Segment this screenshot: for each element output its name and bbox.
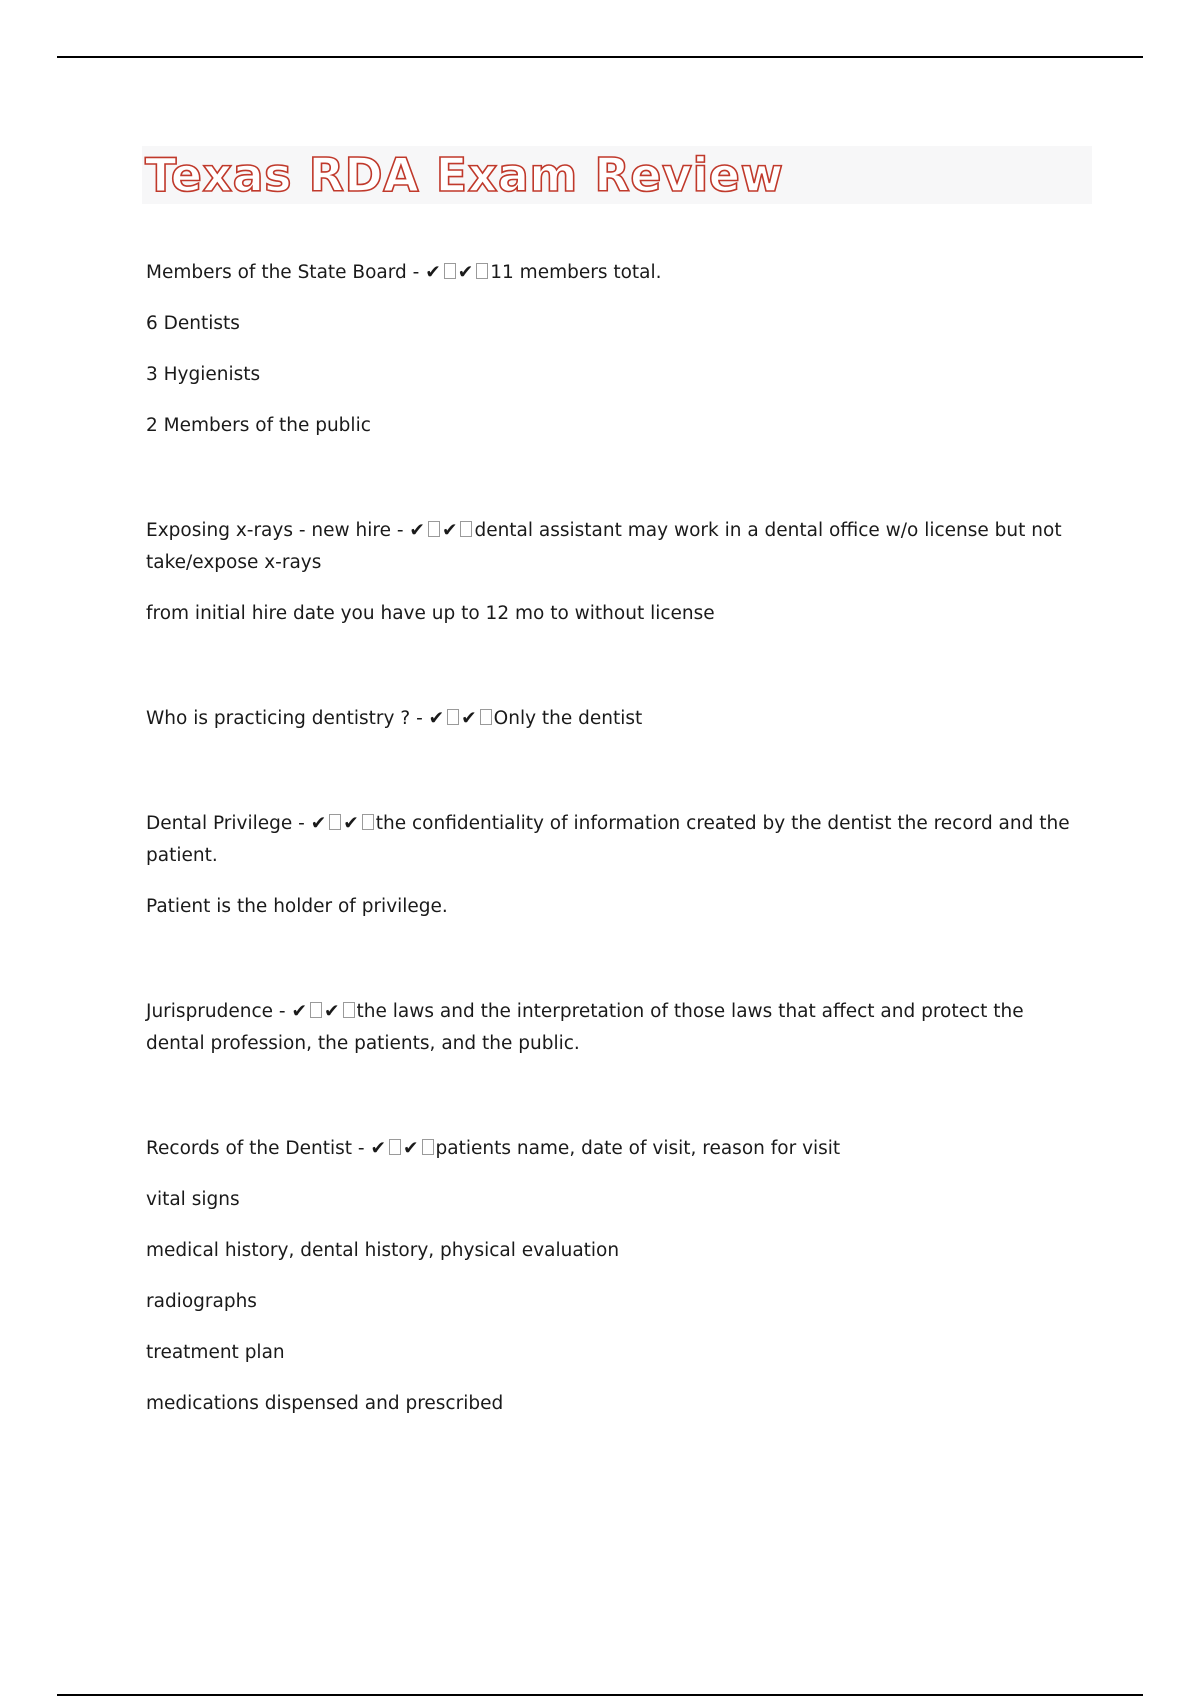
entry-gap: [146, 942, 1086, 996]
entry-term: Dental Privilege: [146, 813, 293, 834]
box-icon: [460, 521, 472, 537]
box-icon: [362, 814, 374, 830]
term-separator: -: [390, 520, 410, 541]
check-icon: ✔: [324, 1001, 340, 1022]
check-icon: ✔: [441, 520, 458, 541]
document-title: Texas RDA Exam Review: [145, 148, 784, 202]
entry-line: [146, 996, 1086, 1060]
entry-definition: the laws and the interpretation of those laws that affect and protect the dental profession, the patients, and the public.: [146, 1001, 1024, 1054]
entry-definition: 11 members total.: [490, 262, 662, 283]
entry-term: Exposing x-rays - new hire: [146, 520, 391, 541]
bottom-rule: [57, 1694, 1143, 1696]
entry-dental-privilege: [146, 808, 1086, 923]
detail-line: Patient is the holder of privilege.: [146, 896, 448, 917]
box-icon: [310, 1002, 322, 1018]
entry-term: Jurisprudence: [146, 1001, 274, 1022]
box-icon: [422, 1139, 434, 1155]
detail-line: 6 Dentists: [146, 313, 240, 334]
entry-definition: dental assistant may work in a dental office w/o license but not take/expose x-rays: [146, 520, 1062, 573]
term-separator: -: [273, 1001, 292, 1022]
entry-gap: [146, 754, 1086, 808]
box-icon: [480, 709, 492, 725]
box-icon: [428, 521, 440, 537]
term-separator: -: [292, 813, 311, 834]
check-icon: ✔: [461, 708, 477, 729]
box-icon: [329, 814, 341, 830]
document-body: [146, 257, 1086, 1439]
detail-line: medications dispensed and prescribed: [146, 1393, 504, 1414]
detail-line: radiographs: [146, 1291, 257, 1312]
entry-definition: Only the dentist: [493, 708, 643, 729]
entry-definition: patients name, date of visit, reason for visit: [435, 1138, 841, 1159]
entry-records-of-dentist: [146, 1133, 1086, 1420]
check-icon: ✔: [310, 813, 327, 834]
entry-gap: [146, 461, 1086, 515]
term-separator: -: [406, 262, 426, 283]
check-icon: ✔: [370, 1138, 386, 1159]
detail-line: medical history, dental history, physical evaluation: [146, 1240, 620, 1261]
entry-state-board: [146, 257, 1086, 442]
check-icon: ✔: [425, 262, 441, 283]
entry-jurisprudence: [146, 996, 1086, 1060]
entry-term: Members of the State Board: [146, 262, 407, 283]
entry-gap: [146, 1079, 1086, 1133]
top-rule: [57, 56, 1143, 58]
check-icon: ✔: [457, 262, 474, 283]
box-icon: [476, 263, 488, 279]
entry-practicing-dentistry: [146, 703, 1086, 735]
check-icon: ✔: [409, 520, 425, 541]
term-separator: -: [410, 708, 429, 729]
check-icon: ✔: [291, 1001, 307, 1022]
entry-line: [146, 703, 1086, 735]
box-icon: [389, 1139, 401, 1155]
entry-definition: the confidentiality of information created by the dentist the record and the patient.: [146, 813, 1070, 866]
check-icon: ✔: [343, 813, 359, 834]
box-icon: [343, 1002, 355, 1018]
check-icon: ✔: [428, 708, 445, 729]
box-icon: [447, 709, 459, 725]
detail-line: treatment plan: [146, 1342, 285, 1363]
detail-line: vital signs: [146, 1189, 240, 1210]
detail-line: from initial hire date you have up to 12 mo to without license: [146, 603, 715, 624]
entry-line: [146, 257, 1086, 289]
entry-line: [146, 808, 1086, 872]
box-icon: [444, 263, 456, 279]
term-separator: -: [352, 1138, 371, 1159]
entry-term: Who is practicing dentistry ?: [146, 708, 411, 729]
detail-line: 3 Hygienists: [146, 364, 261, 385]
detail-line: 2 Members of the public: [146, 415, 371, 436]
entry-line: [146, 1133, 1086, 1165]
entry-term: Records of the Dentist: [146, 1138, 353, 1159]
entry-line: [146, 515, 1086, 579]
entry-gap: [146, 649, 1086, 703]
check-icon: ✔: [402, 1138, 419, 1159]
entry-exposing-xrays: [146, 515, 1086, 630]
